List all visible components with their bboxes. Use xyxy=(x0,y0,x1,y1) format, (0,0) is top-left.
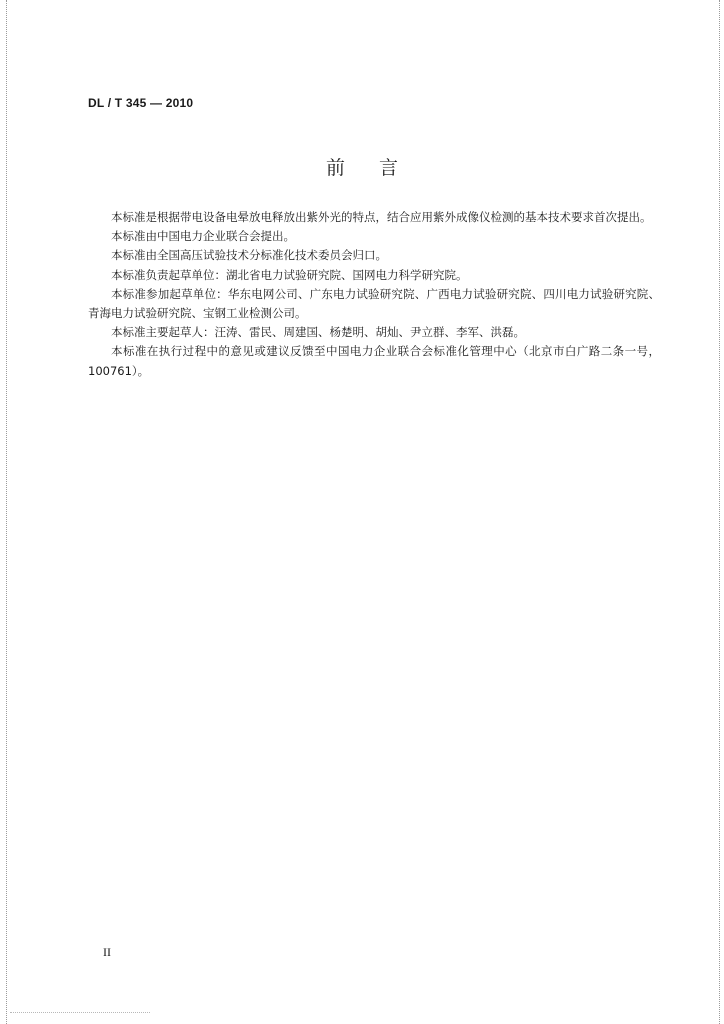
paragraph-origin: 本标准是根据带电设备电晕放电释放出紫外光的特点，结合应用紫外成像仪检测的基本技术要求首次提出。 xyxy=(111,210,652,224)
page-title: 前言 xyxy=(325,157,432,179)
paragraph-participating-drafters: 本标准参加起草单位：华东电网公司、广东电力试验研究院、广西电力试验研究院、四川电力试验研究院、青海电力试验研究院、宝钢工业检测公司。 xyxy=(88,286,660,321)
standard-number: DL / T 345 — 2010 xyxy=(88,96,194,110)
scan-artifact-marks xyxy=(10,1012,150,1019)
paragraph-committee: 本标准由全国高压试验技术分标准化技术委员会归口。 xyxy=(111,248,387,263)
paragraph-lead-drafters: 本标准负责起草单位：湖北省电力试验研究院、国网电力科学研究院。 xyxy=(111,267,468,282)
paragraph-feedback: 本标准在执行过程中的意见或建议反馈至中国电力企业联合会标准化管理中心（北京市白广路二条一号，100761）。 xyxy=(88,344,660,378)
foreword-body xyxy=(88,208,660,381)
paragraph-main-drafters: 本标准主要起草人：汪涛、雷民、周建国、杨楚明、胡灿、尹立群、李军、洪磊。 xyxy=(111,325,525,340)
page-number: II xyxy=(103,945,111,959)
paragraph-proposer: 本标准由中国电力企业联合会提出。 xyxy=(111,229,295,244)
